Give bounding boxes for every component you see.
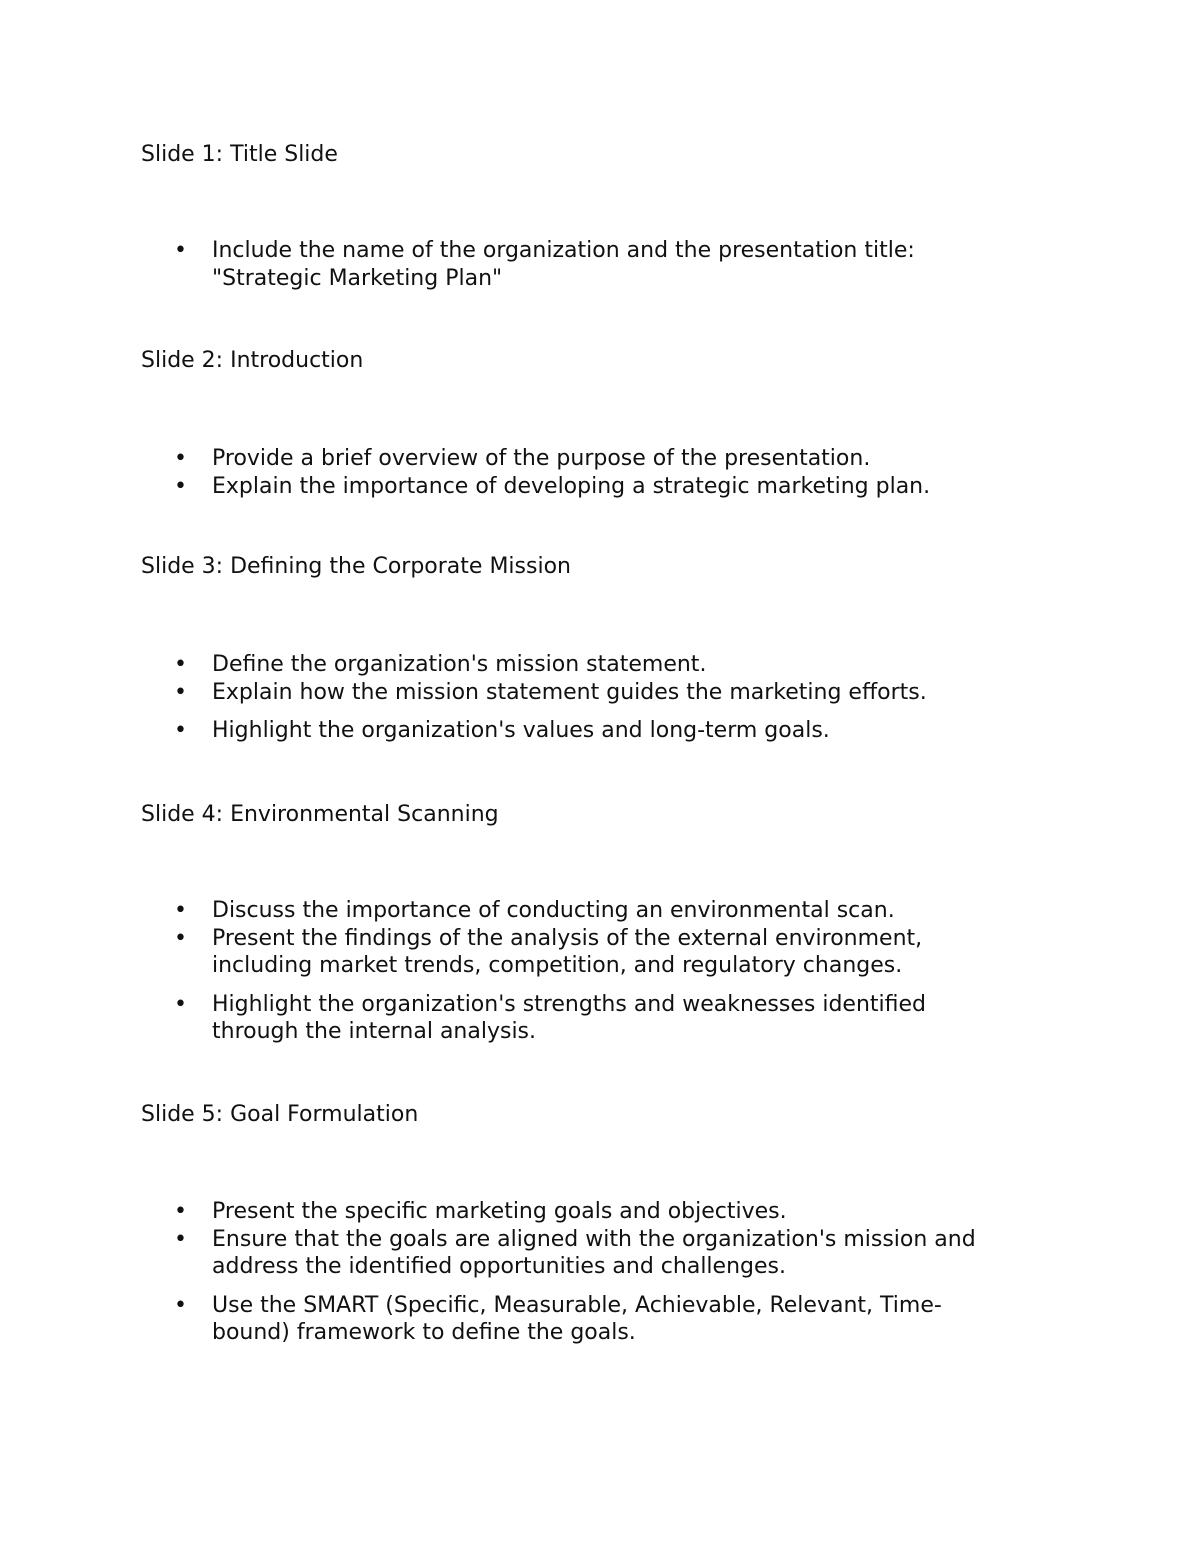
bullet-item xyxy=(141,1226,1041,1281)
slide-4-heading: Slide 4: Environmental Scanning xyxy=(141,802,499,827)
bullet-item xyxy=(141,237,1041,292)
bullet-dot-icon: • xyxy=(174,1226,187,1252)
slide-2-bullets xyxy=(141,445,1041,500)
bullet-item xyxy=(141,1198,1041,1226)
bullet-text: Discuss the importance of conducting an environmental scan. xyxy=(212,898,895,923)
bullet-text: Provide a brief overview of the purpose of the presentation. xyxy=(212,446,871,471)
bullet-dot-icon: • xyxy=(174,679,187,705)
bullet-item xyxy=(141,897,1041,925)
slide-1-heading: Slide 1: Title Slide xyxy=(141,142,338,167)
bullet-dot-icon: • xyxy=(174,1199,187,1224)
bullet-text: Define the organization's mission statement. xyxy=(212,652,707,677)
bullet-dot-icon: • xyxy=(174,238,187,263)
bullet-text: Include the name of the organization and the presentation title: "Strategic Marketing Plan" xyxy=(212,238,915,291)
bullet-item xyxy=(141,473,1041,501)
slide-5-bullets xyxy=(141,1198,1041,1347)
bullet-dot-icon: • xyxy=(174,898,187,923)
bullet-item xyxy=(141,679,1041,707)
bullet-text: Explain the importance of developing a strategic marketing plan. xyxy=(212,473,931,499)
bullet-item xyxy=(141,651,1041,679)
bullet-text: Highlight the organization's strengths and weaknesses identified through the internal analysis. xyxy=(212,991,927,1044)
slide-2-heading: Slide 2: Introduction xyxy=(141,348,364,373)
bullet-dot-icon: • xyxy=(174,718,187,743)
bullet-text: Ensure that the goals are aligned with the organization's mission and address the identified opportunities and challenges. xyxy=(212,1226,976,1279)
bullet-text: Present the findings of the analysis of the external environment, including market trends, competition, and regulatory changes. xyxy=(212,925,923,978)
bullet-item xyxy=(141,991,1041,1046)
bullet-item xyxy=(141,1292,1041,1347)
slide-1-bullets xyxy=(141,237,1041,292)
bullet-dot-icon: • xyxy=(174,925,187,951)
bullet-dot-icon: • xyxy=(174,473,187,499)
bullet-text: Use the SMART (Specific, Measurable, Achievable, Relevant, Time- bound) framework to define the goals. xyxy=(212,1292,942,1345)
bullet-item xyxy=(141,445,1041,473)
bullet-item xyxy=(141,925,1041,980)
slide-4-bullets xyxy=(141,897,1041,1046)
slide-3-bullets xyxy=(141,651,1041,745)
slide-3-heading: Slide 3: Defining the Corporate Mission xyxy=(141,554,571,579)
bullet-dot-icon: • xyxy=(174,991,187,1017)
bullet-dot-icon: • xyxy=(174,652,187,677)
slide-5-heading: Slide 5: Goal Formulation xyxy=(141,1102,419,1127)
bullet-item xyxy=(141,717,1041,745)
bullet-text: Highlight the organization's values and long-term goals. xyxy=(212,718,830,743)
bullet-text: Explain how the mission statement guides the marketing efforts. xyxy=(212,679,927,705)
bullet-text: Present the specific marketing goals and objectives. xyxy=(212,1199,787,1224)
bullet-dot-icon: • xyxy=(174,1292,187,1318)
bullet-dot-icon: • xyxy=(174,446,187,471)
